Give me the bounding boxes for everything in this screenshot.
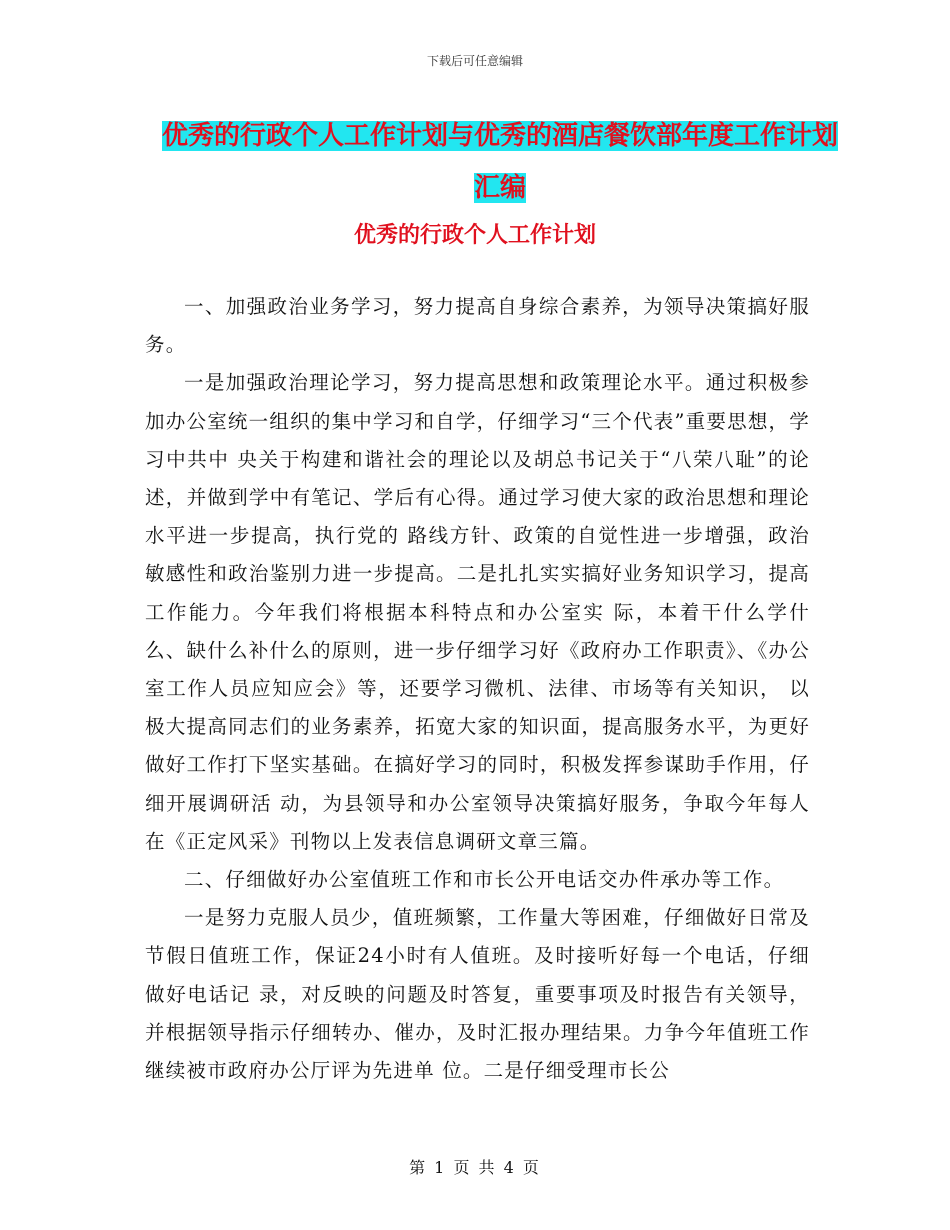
section-title: 优秀的行政个人工作计划: [353, 222, 596, 248]
document-title-text: 优秀的行政个人工作计划与优秀的酒店餐饮部年度工作计划汇编: [161, 121, 838, 203]
document-title: [150, 110, 850, 214]
header-note: 下载后可任意编辑: [426, 54, 523, 68]
paragraph-2: 一是加强政治理论学习，努力提高思想和政策理论水平。通过积极参加办公室统一组织的集中学习和自学，仔细学习“三个代表”重要思想，学习中共中 央关于构建和谐社会的理论以及胡总书记关于“八荣八耻”的论述，并做到学中有笔记、学后有心得。通过学习使大家的政治思想和理论水平进一步提高，执行党的 路线方针、政策的自觉性进一步增强，政治敏感性和政治鉴别力进一步提高。二是扎扎实实搞好业务知识学习，提高工作能力。今年我们将根据本科特点和办公室实 际，本着干什么学什么、缺什么补什么的原则，进一步仔细学习好《政府办工作职责》、《办公室工作人员应知应会》等，还要学习微机、法律、市场等有关知识， 以极大提高同志们的业务素养，拓宽大家的知识面，提高服务水平，为更好做好工作打下坚实基础。在搞好学习的同时，积极发挥参谋助手作用，仔细开展调研活 动，为县领导和办公室领导决策搞好服务，争取今年每人在《正定风采》刊物以上发表信息调研文章三篇。: [145, 371, 810, 853]
document-body: [145, 288, 810, 1090]
paragraph-1: 一、加强政治业务学习，努力提高自身综合素养，为领导决策搞好服务。: [145, 295, 810, 357]
paragraph-4: 一是努力克服人员少，值班频繁，工作量大等困难，仔细做好日常及节假日值班工作，保证24小时有人值班。及时接听好每一个电话，仔细做好电话记 录，对反映的问题及时答复，重要事项及时报告有关领导，并根据领导指示仔细转办、催办，及时汇报办理结果。力争今年值班工作继续被市政府办公厅评为先进单 位。二是仔细受理市长公: [145, 906, 810, 1083]
page-number: 第 1 页 共 4 页: [409, 1158, 541, 1177]
paragraph-3: 二、仔细做好办公室值班工作和市长公开电话交办件承办等工作。: [184, 868, 785, 892]
